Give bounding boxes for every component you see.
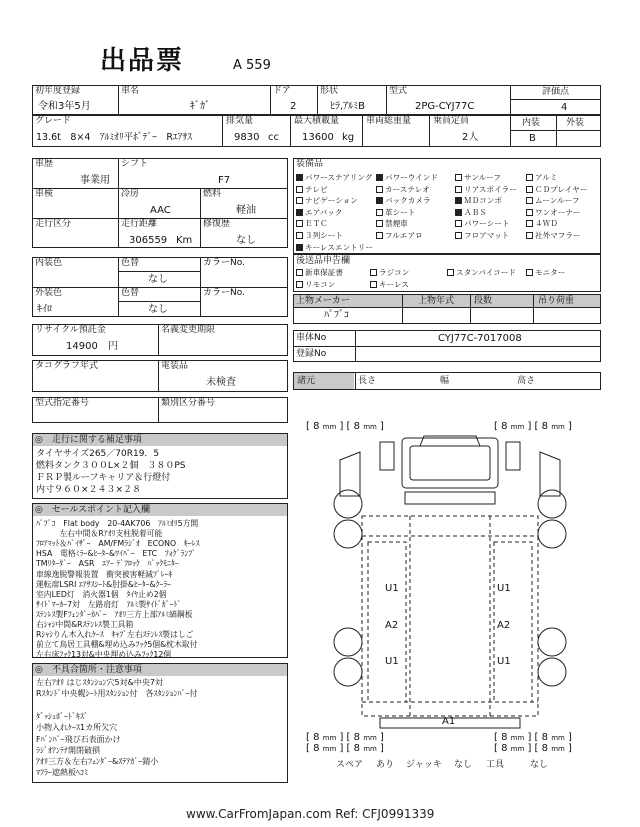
int-color-no-label: カラーNo. xyxy=(203,258,245,268)
equipment-label: パワーステアリング xyxy=(305,173,373,182)
damage-a1: A1 xyxy=(442,716,456,727)
mileage-class-label: 走行区分 xyxy=(35,219,72,229)
equipment-checkbox xyxy=(376,209,383,216)
equipment-label: ＥＴＣ xyxy=(305,219,328,229)
mileage-notes-line: タイヤサイズ265／70R19．5 xyxy=(36,449,160,459)
document-checkbox xyxy=(296,269,303,276)
document-item xyxy=(370,279,409,290)
equipment-label: ＡＢＳ xyxy=(464,207,487,217)
model-value: 2PG-CYJ77C xyxy=(415,101,475,112)
equipment-label: ＭＤコンポ xyxy=(464,196,502,206)
document-item xyxy=(526,267,565,278)
max-load-value: 13600 xyxy=(302,132,334,143)
ext-color-change-label: 色替 xyxy=(121,288,140,298)
hoist-label: 吊り荷重 xyxy=(538,296,575,306)
equipment-checkbox xyxy=(455,186,462,193)
equipment-item xyxy=(376,230,423,241)
chassis-value: CYJ77C-7017008 xyxy=(438,333,522,344)
equipment-label: 禁煙車 xyxy=(385,219,408,229)
aircon-value: AAC xyxy=(150,205,171,216)
score-value: 4 xyxy=(561,102,568,113)
equipment-label: カーステレオ xyxy=(385,184,430,194)
equipment-label: 革シート xyxy=(385,207,416,217)
equipment-item xyxy=(296,195,358,206)
defects-line: 左右ｱｵﾘ はじｽﾀﾝｼｮﾝ穴5対&中央7対 xyxy=(36,678,163,687)
mileage-label: 走行距離 xyxy=(121,219,158,229)
damage-a2-right: A2 xyxy=(497,620,511,631)
spare-value: あり xyxy=(376,760,395,770)
document-label: スタンバイコード xyxy=(456,268,516,277)
equipment-item xyxy=(296,242,373,253)
grade-label: グレード xyxy=(35,116,72,126)
equipment-item xyxy=(526,172,557,183)
page-title: 出品票 xyxy=(100,46,185,76)
sales-points-line: ｽﾃﾝﾚｽ製Fﾌｪﾝﾀﾞｰｶﾊﾞｰ ｱｵﾘ三方上部ｱﾙﾐ縞鋼板 xyxy=(36,609,193,619)
equipment-checkbox xyxy=(526,220,533,227)
fuel-value: 軽油 xyxy=(236,205,256,216)
equipment-item xyxy=(526,195,579,206)
defects-line: ﾀﾞｯｼｭﾎﾞｰﾄﾞｷｽﾞ xyxy=(36,711,88,721)
defects-line: ｱｵﾘ三方＆左右ﾌｪﾝﾀﾞｰ&ｽﾃｱｶﾞｰ錆小 xyxy=(36,757,159,767)
defects-title: ◎ 不具合箇所・注意事項 xyxy=(35,665,142,675)
document-label: ラジコン xyxy=(379,268,410,277)
equipment-checkbox xyxy=(455,232,462,239)
document-item xyxy=(296,279,335,290)
equipment-checkbox xyxy=(296,244,303,251)
model-label: 型式 xyxy=(389,86,408,96)
equipment-item xyxy=(526,207,581,218)
displacement-unit: cc xyxy=(268,132,279,143)
equipment-checkbox xyxy=(376,197,383,204)
equipment-checkbox xyxy=(296,197,303,204)
first-reg-value: 令和3年5月 xyxy=(38,101,91,112)
recycle-label: リサイクル預託金 xyxy=(35,325,106,335)
sales-points-line: Rｼｬｼりん木入れｹｰｽ ｷｬﾌﾞ左右ｽﾃﾝﾚｽ製はしご xyxy=(36,630,194,640)
equipment-item xyxy=(376,184,430,195)
equipment-checkbox xyxy=(455,220,462,227)
equipment-checkbox xyxy=(526,197,533,204)
jack-label: ジャッキ xyxy=(406,760,442,770)
documents-title: 後送品申告欄 xyxy=(296,256,351,266)
equipment-label: フルエアロ xyxy=(385,231,423,240)
defects-line: Fﾊﾞﾝﾊﾟｰ飛び石表面かけ xyxy=(36,734,121,744)
equipment-label: ナビゲーション xyxy=(305,196,358,206)
sales-points-line: 右ｼｬｼ中間&Rｽﾃﾝﾚｽ製工具箱 xyxy=(36,620,134,629)
truck-diagram xyxy=(320,432,580,734)
equipment-checkbox xyxy=(376,174,383,181)
tire-front-left: [ 8 mm ] [ 8 mm ] xyxy=(306,421,384,432)
mileage-notes-line: ＦＲＰ製ルーフキャリア＆行燈付 xyxy=(36,473,171,483)
jack-value: なし xyxy=(454,760,473,770)
equipment-label: ムーンルーフ xyxy=(535,196,580,206)
doors-label: ドア xyxy=(273,86,291,96)
recycle-unit: 円 xyxy=(108,341,118,352)
document-checkbox xyxy=(370,281,377,288)
sales-points-line: 左右中間＆Rｱｵﾘ支柱脱着可能 xyxy=(36,529,163,539)
interior-label: 内装 xyxy=(522,118,541,128)
equipment-item xyxy=(376,195,431,206)
equipment-checkbox xyxy=(296,209,303,216)
sales-points-line: ﾌﾛｱﾏｯﾄ＆ﾊﾞｲｻﾞｰ AM/FMﾗｼﾞｵ ECONO ｷｰﾚｽ xyxy=(36,539,200,549)
document-checkbox xyxy=(526,269,533,276)
equipment-item xyxy=(526,230,581,241)
defects-line: ﾗｼﾞｵｱﾝﾃﾅ開閉破損 xyxy=(36,745,100,755)
equipment-item xyxy=(455,172,501,183)
electrical-value: 未検査 xyxy=(206,377,236,388)
equipment-checkbox xyxy=(455,209,462,216)
tire-rear-left-2: [ 8 mm ] [ 8 mm ] xyxy=(306,743,384,754)
damage-u1-left-top: U1 xyxy=(385,583,399,594)
mileage-notes-line: 燃料タンク３００L×２個 ３８０PS xyxy=(36,461,186,471)
equipment-label: エアバック xyxy=(305,207,343,217)
sales-points-line: ﾊﾟﾌﾞｺ Flat body 20-4AK706 ｱﾙﾐｵﾘ5方開 xyxy=(36,519,199,528)
equipment-checkbox xyxy=(526,174,533,181)
mileage-unit: Km xyxy=(176,235,193,246)
equipment-checkbox xyxy=(296,174,303,181)
tools-value: なし xyxy=(530,760,549,770)
damage-a2-left: A2 xyxy=(385,620,399,631)
shape-value: ﾋﾗ,ｱﾙﾐB xyxy=(330,101,366,112)
inspection-label: 車検 xyxy=(35,189,54,199)
history-label: 車歴 xyxy=(35,159,54,169)
shift-label: シフト xyxy=(121,159,149,169)
max-load-label: 最大積載量 xyxy=(294,116,340,126)
document-item xyxy=(370,267,409,278)
equipment-label: リアスポイラー xyxy=(464,184,517,194)
sales-points-line: 室内LED灯 消火器1個 ﾀｲﾔ止め2個 xyxy=(36,589,167,599)
equipment-checkbox xyxy=(296,232,303,239)
document-checkbox xyxy=(447,269,454,276)
document-label: 新車保証書 xyxy=(305,268,343,277)
score-label: 評価点 xyxy=(542,87,570,97)
equipment-item xyxy=(376,207,415,218)
sales-points-line: TMﾘﾀｰﾀﾞｰ ASR ｴｱｰ ﾃﾞﾌﾛｯｸ ﾊﾞｯｸﾓﾆﾀｰ xyxy=(36,559,179,569)
body-steps-label: 段数 xyxy=(474,296,493,306)
tire-rear-right-2: [ 8 mm ] [ 8 mm ] xyxy=(494,743,572,754)
shape-label: 形状 xyxy=(320,86,339,96)
int-color-change-value: なし xyxy=(148,274,168,285)
maker-value: ｷﾞｶﾞ xyxy=(190,101,210,112)
equipment-checkbox xyxy=(526,209,533,216)
sales-points-line: 左右床ﾌｯｸ13対&中央埋め込みﾌｯｸ12個 xyxy=(36,650,172,660)
chassis-label: 車体No xyxy=(296,333,327,343)
type-number-label: 型式指定番号 xyxy=(35,398,90,408)
height-label: 高さ xyxy=(517,376,536,386)
footer-reference: www.CarFromJapan.com Ref: CFJ0991339 xyxy=(186,807,435,821)
equipment-item xyxy=(455,184,517,195)
displacement-label: 排気量 xyxy=(226,116,254,126)
equipment-item xyxy=(296,218,328,229)
sales-points-line: 運転席LSRI ｴｱｻｽｼｰﾄ&肘掛&ﾋｰﾀｰ&ｸｰﾗｰ xyxy=(36,579,172,589)
document-item xyxy=(296,267,343,278)
equipment-label: フロアマット xyxy=(464,231,510,240)
tacho-label: タコグラフ年式 xyxy=(35,361,99,371)
equipment-item xyxy=(526,218,558,229)
damage-u1-left-bottom: U1 xyxy=(385,656,399,667)
equipment-item xyxy=(296,207,342,218)
lot-number: A 559 xyxy=(233,58,271,73)
equipment-label: テレビ xyxy=(305,184,328,194)
grade-value: 13.6t 8×4 ｱﾙﾐｵﾘ平ﾎﾞﾃﾞｰ Rｴｱｻｽ xyxy=(36,132,193,143)
doors-value: 2 xyxy=(290,101,297,112)
fuel-label: 燃料 xyxy=(203,189,222,199)
defects-line: 小物入れｹｰｽ1カ所欠穴 xyxy=(36,723,118,733)
repair-value: なし xyxy=(236,235,256,246)
width-label: 幅 xyxy=(440,376,450,386)
equipment-item xyxy=(376,218,408,229)
equipment-item xyxy=(296,230,343,241)
displacement-value: 9830 xyxy=(234,132,260,143)
equipment-item xyxy=(296,184,328,195)
equipment-item xyxy=(455,195,502,206)
document-item xyxy=(447,267,516,278)
equipment-item xyxy=(376,172,438,183)
equipment-checkbox xyxy=(526,232,533,239)
sales-points-line: 前立て鳥居工具棚&埋め込みﾌｯｸ5個&枕木取付 xyxy=(36,640,198,650)
capacity-label: 乗員定員 xyxy=(433,116,470,126)
equipment-checkbox xyxy=(455,174,462,181)
equipment-label: ワンオーナー xyxy=(535,207,581,217)
equipment-item xyxy=(455,230,509,241)
interior-value: B xyxy=(529,133,536,144)
ext-color-no-label: カラーNo. xyxy=(203,288,245,298)
max-load-unit: kg xyxy=(342,132,355,143)
defects-line: ﾏﾌﾗｰ遮熱板ﾍｺﾐ xyxy=(36,768,88,778)
tire-rear-right-1: [ 8 mm ] [ 8 mm ] xyxy=(494,732,572,743)
equipment-checkbox xyxy=(296,220,303,227)
dimensions-label: 諸元 xyxy=(297,376,316,386)
equipment-checkbox xyxy=(376,186,383,193)
recycle-value: 14900 xyxy=(66,341,98,352)
equipment-label: ＣＤプレイヤー xyxy=(535,184,588,194)
repair-label: 修復歴 xyxy=(203,219,231,229)
equipment-checkbox xyxy=(376,232,383,239)
ext-color-value: ｷｲﾛ xyxy=(37,304,52,315)
class-number-label: 類別区分番号 xyxy=(161,398,216,408)
document-label: キーレス xyxy=(379,280,409,289)
sales-points-line: ｻｲﾄﾞﾏｰｶｰ7対 左路肩灯 ｱﾙﾐ製ｻｲﾄﾞｶﾞｰﾄﾞ xyxy=(36,599,182,609)
exterior-label: 外装 xyxy=(566,118,585,128)
equipment-label: キーレスエントリー xyxy=(305,242,373,252)
equipment-item xyxy=(526,184,587,195)
sales-points-line: 車線逸脱警報装置 衝突被害軽減ﾌﾞﾚｰｷ xyxy=(36,569,173,579)
sales-points-title: ◎ セールスポイント記入欄 xyxy=(35,505,151,515)
equipment-label: サンルーフ xyxy=(464,173,502,182)
equipment-label: ４ＷＤ xyxy=(535,219,558,229)
equipment-label: アルミ xyxy=(535,173,558,182)
equipment-label: パワーシート xyxy=(464,219,510,229)
document-label: リモコン xyxy=(305,280,336,289)
body-maker-value: ﾊﾟﾌﾞｺ xyxy=(324,310,349,321)
defects-line: Rｽﾀﾝﾄﾞ中央幌ｼｰﾄ用ｽﾀﾝｼｮﾝ付 各ｽﾀﾝｼｮﾝﾊﾞｰ付 xyxy=(36,689,198,699)
history-value: 事業用 xyxy=(80,175,110,186)
document-label: モニター xyxy=(535,268,566,277)
int-color-change-label: 色替 xyxy=(121,258,140,268)
mileage-notes-title: ◎ 走行に関する補足事項 xyxy=(35,435,142,445)
registration-label: 登録No xyxy=(296,349,327,359)
damage-u1-right-bottom: U1 xyxy=(497,656,511,667)
sales-points-line: HSA 電格ﾐﾗｰ&ﾋｰﾀｰ&ﾜｲﾊﾟｰ ETC ﾌｫｸﾞﾗﾝﾌﾟ xyxy=(36,549,197,559)
mileage-value: 306559 xyxy=(129,235,168,246)
electrical-label: 電装品 xyxy=(161,361,189,371)
capacity-value: 2人 xyxy=(462,132,479,143)
equipment-checkbox xyxy=(455,197,462,204)
equipment-checkbox xyxy=(526,186,533,193)
ext-color-label: 外装色 xyxy=(35,288,63,298)
shift-value: F7 xyxy=(218,175,231,186)
aircon-label: 冷房 xyxy=(121,189,140,199)
equipment-label: パワーウインド xyxy=(385,173,438,182)
first-reg-label: 初年度登録 xyxy=(35,86,81,96)
document-checkbox xyxy=(296,281,303,288)
equipment-checkbox xyxy=(296,186,303,193)
equipment-checkbox xyxy=(376,220,383,227)
ext-color-change-value: なし xyxy=(148,304,168,315)
gvw-label: 車両総重量 xyxy=(366,116,412,126)
length-label: 長さ xyxy=(358,376,377,386)
spare-label: スペア xyxy=(336,760,364,770)
equipment-item xyxy=(455,218,509,229)
equipment-label: ３列シート xyxy=(305,231,343,240)
damage-u1-right-top: U1 xyxy=(497,583,511,594)
int-color-label: 内装色 xyxy=(35,258,63,268)
body-maker-label: 上物メーカー xyxy=(296,296,350,306)
mileage-notes-line: 内寸９６０×２４３×２８ xyxy=(36,485,142,495)
tire-rear-left-1: [ 8 mm ] [ 8 mm ] xyxy=(306,732,384,743)
tools-label: 工具 xyxy=(486,760,505,770)
body-year-label: 上物年式 xyxy=(418,296,455,306)
equipment-label: バックカメラ xyxy=(385,196,431,206)
document-checkbox xyxy=(370,269,377,276)
equipment-title: 装備品 xyxy=(296,159,324,169)
name-change-label: 名義変更期限 xyxy=(161,325,216,335)
maker-label: 車名 xyxy=(121,86,140,96)
equipment-label: 社外マフラー xyxy=(535,231,581,240)
tire-front-right: [ 8 mm ] [ 8 mm ] xyxy=(494,421,572,432)
equipment-item xyxy=(296,172,372,183)
equipment-item xyxy=(455,207,487,218)
